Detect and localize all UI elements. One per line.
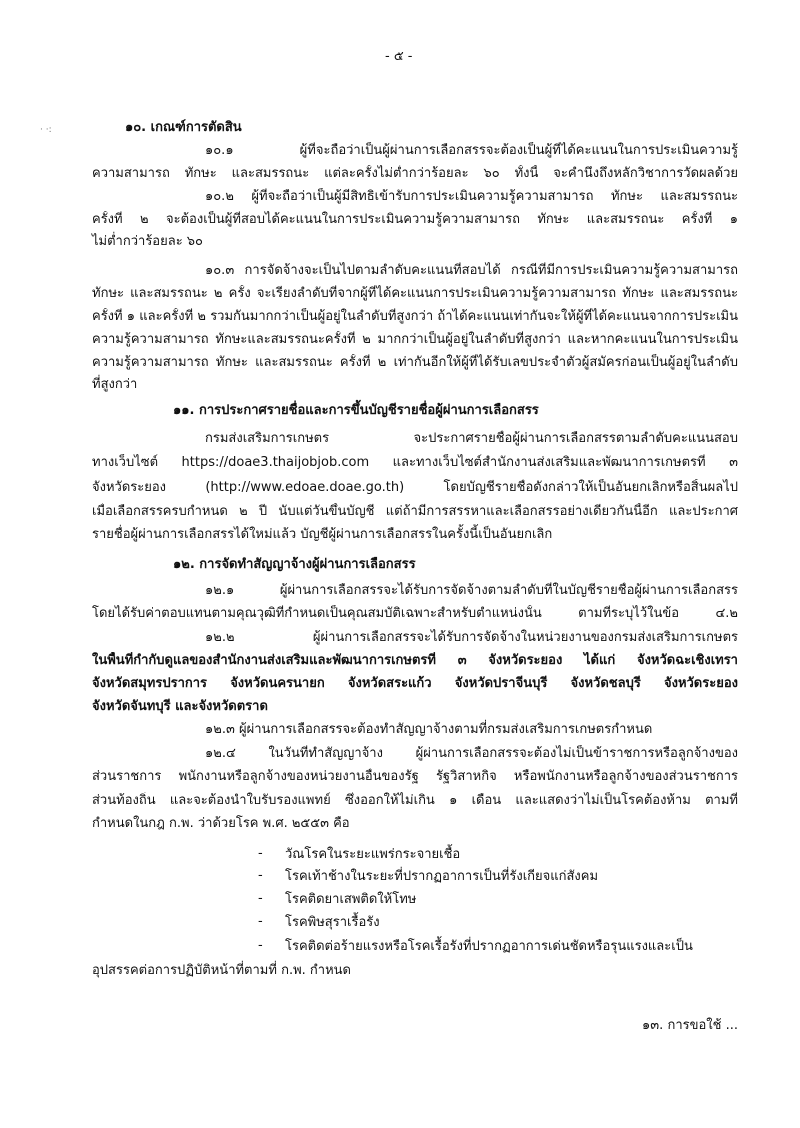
next-page-reference: ๑๓. การขอใช้ ... [642, 1018, 738, 1033]
text-line: รายชื่อผู้ผ่านการเลือกสรรได้ใหม่แล้ว บัญชีผู้ผ่านการเลือกสรรในครั้งนี้เป็นอันยกเลิก [92, 527, 553, 542]
text-line: ๑๒.๑ ผู้ผ่านการเลือกสรรจะได้รับการจัดจ้างตามลำดับที่ในบัญชีรายชื่อผู้ผ่านการเลือกสรร [205, 583, 738, 598]
text-line: ครั้งที่ ๒ จะต้องเป็นผู้ที่สอบได้คะแนนในการประเมินความรู้ความสามารถ ทักษะ และสมรรถนะ ครั้งที่ ๑ [92, 212, 738, 227]
text-line: จังหวัดสมุทรปราการ จังหวัดนครนายก จังหวัดสระแก้ว จังหวัดปราจีนบุรี จังหวัดชลบุรี จังหวัดระยอง [92, 676, 738, 691]
text-line: จังหวัดระยอง (http://www.edoae.doae.go.th) โดยบัญชีรายชื่อดังกล่าวให้เป็นอันยกเลิกหรือสิ้นผลไป [92, 480, 738, 495]
bullet-dash: - [258, 846, 263, 861]
text-line: เมื่อเลือกสรรครบกำหนด ๒ ปี นับแต่วันขึ้นบัญชี แต่ถ้ามีการสรรหาและเลือกสรรอย่างเดียวกันนี้อีก และประกาศ [92, 504, 738, 519]
list-item: วัณโรคในระยะแพร่กระจายเชื้อ [285, 847, 461, 862]
bullet-dash: - [258, 891, 263, 906]
text-line: ๑๐.๓ การจัดจ้างจะเป็นไปตามลำดับคะแนนที่สอบได้ กรณีที่มีการประเมินความรู้ความสามารถ [205, 263, 738, 278]
text-line: ๑๐.๒ ผู้ที่จะถือว่าเป็นผู้มีสิทธิเข้ารับการประเมินความรู้ความสามารถ ทักษะ และสมรรถนะ [205, 189, 738, 204]
page-number: - ๕ - [385, 49, 413, 64]
text-line: ไม่ต่ำกว่าร้อยละ ๖๐ [92, 234, 203, 249]
text-line: กรมส่งเสริมการเกษตร จะประกาศรายชื่อผู้ผ่านการเลือกสรรตามลำดับคะแนนสอบ [205, 431, 738, 446]
text-line: อุปสรรคต่อการปฏิบัติหน้าที่ตามที่ ก.พ. กำหนด [92, 963, 351, 978]
scan-speck: · ·: [40, 125, 52, 135]
text-line: ๑๒.๒ ผู้ผ่านการเลือกสรรจะได้รับการจัดจ้างในหน่วยงานของกรมส่งเสริมการเกษตร [205, 630, 738, 645]
bullet-dash: - [258, 938, 263, 953]
text-line: ครั้งที่ ๑ และครั้งที่ ๒ รวมกันมากกว่าเป็นผู้อยู่ในลำดับที่สูงกว่า ถ้าได้คะแนนเท่ากันจะให้ผู้ที่ได้คะแนนจากการประเมิน [92, 309, 738, 324]
text-line: ที่สูงกว่า [92, 377, 138, 392]
list-item: โรคพิษสุราเรื้อรัง [285, 915, 380, 930]
text-line: ความรู้ความสามารถ ทักษะ และสมรรถนะ ครั้งที่ ๒ เท่ากันอีกให้ผู้ที่ได้รับเลขประจำตัวผู้สมัครก่อนเป็นผู้อยู่ในลำดับ [92, 355, 738, 370]
section-11-heading: ๑๑. การประกาศรายชื่อและการขึ้นบัญชีรายชื่อผู้ผ่านการเลือกสรร [173, 403, 539, 418]
text-line: ๑๐.๑ ผู้ที่จะถือว่าเป็นผู้ผ่านการเลือกสรรจะต้องเป็นผู้ที่ได้คะแนนในการประเมินความรู้ [205, 143, 738, 158]
text-line: ทางเว็บไซต์ https://doae3.thaijobjob.com และทางเว็บไซต์สำนักงานส่งเสริมและพัฒนาการเกษตรที่ ๓ [92, 455, 738, 470]
text-line: ความรู้ความสามารถ ทักษะและสมรรถนะครั้งที่ ๒ มากกว่าเป็นผู้อยู่ในลำดับที่สูงกว่า และหากคะแนนในการประเมิน [92, 332, 738, 347]
text-line: ทักษะ และสมรรถนะ ๒ ครั้ง จะเรียงลำดับที่จากผู้ที่ได้คะแนนการประเมินความรู้ความสามารถ ทักษะ และสมรรถนะ [92, 286, 738, 301]
list-item: โรคติดยาเสพติดให้โทษ [285, 892, 417, 907]
text-line: กำหนดในกฎ ก.พ. ว่าด้วยโรค พ.ศ. ๒๕๕๓ คือ [92, 816, 350, 831]
section-12-heading: ๑๒. การจัดทำสัญญาจ้างผู้ผ่านการเลือกสรร [173, 557, 416, 572]
text-line: ส่วนท้องถิ่น และจะต้องนำใบรับรองแพทย์ ซึ่งออกให้ไม่เกิน ๑ เดือน และแสดงว่าไม่เป็นโรคต้องห้าม ตามที่ [92, 793, 738, 808]
text-line: ความสามารถ ทักษะ และสมรรถนะ แต่ละครั้งไม่ต่ำกว่าร้อยละ ๖๐ ทั้งนี้ จะคำนึงถึงหลักวิชาการวัดผลด้วย [92, 166, 738, 181]
text-line: ในพื้นที่กำกับดูแลของสำนักงานส่งเสริมและพัฒนาการเกษตรที่ ๓ จังหวัดระยอง ได้แก่ จังหวัดฉะเชิงเทรา [92, 653, 738, 668]
text-line: โดยได้รับค่าตอบแทนตามคุณวุฒิที่กำหนดเป็นคุณสมบัติเฉพาะสำหรับตำแหน่งนั้น ตามที่ระบุไว้ในข้อ ๔.๒ [92, 606, 738, 621]
text-line: ๑๒.๓ ผู้ผ่านการเลือกสรรจะต้องทำสัญญาจ้างตามที่กรมส่งเสริมการเกษตรกำหนด [205, 722, 653, 737]
text-line: ๑๒.๔ ในวันที่ทำสัญญาจ้าง ผู้ผ่านการเลือกสรรจะต้องไม่เป็นข้าราชการหรือลูกจ้างของ [205, 746, 738, 761]
bullet-dash: - [258, 914, 263, 929]
list-item: โรคติดต่อร้ายแรงหรือโรคเรื้อรังที่ปรากฏอาการเด่นชัดหรือรุนแรงและเป็น [285, 939, 693, 954]
list-item: โรคเท้าช้างในระยะที่ปรากฏอาการเป็นที่รังเกียจแก่สังคม [285, 869, 599, 884]
bullet-dash: - [258, 868, 263, 883]
text-line: จังหวัดจันทบุรี และจังหวัดตราด [92, 699, 268, 714]
section-10-heading: ๑๐. เกณฑ์การตัดสิน [125, 120, 242, 135]
text-line: ส่วนราชการ พนักงานหรือลูกจ้างของหน่วยงานอื่นของรัฐ รัฐวิสาหกิจ หรือพนักงานหรือลูกจ้างของส่วนราชการ [92, 769, 738, 784]
